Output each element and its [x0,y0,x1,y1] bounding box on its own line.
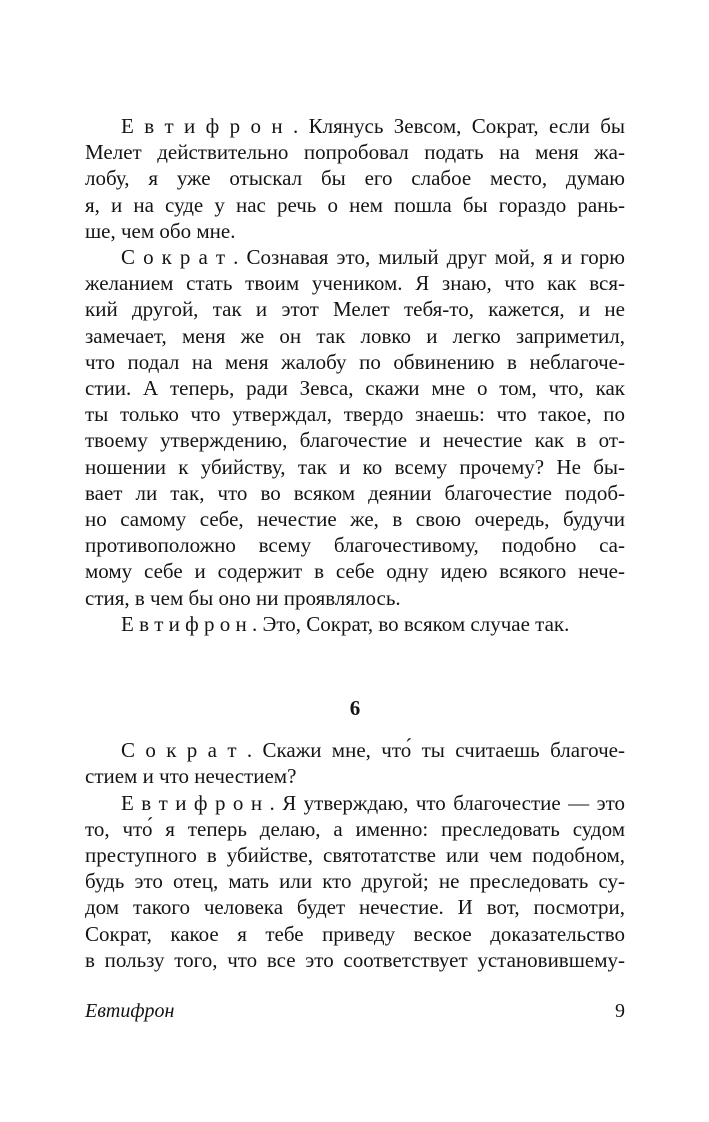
text-line: преступного в убийстве, святотатстве или чем подобном, [85,843,625,868]
paragraph [85,611,625,637]
section-number: 6 [349,696,361,721]
text-line: дом такого человека будет нечестие. И вот, посмотри, [85,895,625,920]
text-line: ты только что утверждал, твердо знаешь: что такое, по [85,402,625,427]
footer-page-number: 9 [615,1000,625,1022]
text-line: Сократ, какое я тебе приведу веское доказательство [85,921,625,946]
text-line: С о к р а т . Сознавая это, милый друг мой, я и горю [121,245,625,270]
footer-book-title: Евтифрон [85,1000,175,1022]
text-line: Е в т и ф р о н . Я утверждаю, что благочестие — это [121,790,625,815]
text-line: Е в т и ф р о н . Клянусь Зевсом, Сократ, если бы [121,114,625,138]
text-line: ношении к убийству, так и ко всему прочему? Не бы- [85,454,625,479]
text-line: противоположно всему благочестивому, подобно са- [85,533,625,558]
page-footer [85,998,625,1024]
text-line: но самому себе, нечестие же, в свою очередь, будучи [85,507,625,532]
text-line: С о к р а т . Скажи мне, что́ ты считаешь благоче- [121,738,625,763]
text-line: мому себе и содержит в себе одну идею всякого нече- [85,559,625,584]
text-line: лобу, я уже отыскал бы его слабое место, думаю [85,166,625,191]
text-block [85,113,625,973]
text-line: твоему утверждению, благочестие и нечестие как в от- [85,428,625,453]
paragraph [85,737,625,789]
text-line: Мелет действительно попробовал подать на меня жа- [85,140,625,165]
text-line: замечает, меня же он так ловко и легко заприметил, [85,323,625,348]
text-line: стии. А теперь, ради Зевса, скажи мне о том, что, как [85,376,625,401]
text-line: ше, чем обо мне. [85,218,236,243]
text-line: желанием стать твоим учеником. Я знаю, что как вся- [85,271,625,296]
text-line: Е в т и ф р о н . Это, Сократ, во всяком случае так. [121,611,570,636]
text-line: я, и на суде у нас речь о нем пошла бы гораздо рань- [85,192,625,217]
text-line: кий другой, так и этот Мелет тебя-то, кажется, и не [85,297,625,322]
paragraph [85,790,625,973]
text-line: то, что́ я теперь делаю, а именно: преследовать судом [85,816,625,841]
text-line: вает ли так, что во всяком деянии благочестие подоб- [85,480,625,505]
paragraph [85,244,625,611]
text-line: в пользу того, что все это соответствует установившему- [85,947,625,972]
text-line: стием и что нечестием? [85,764,297,789]
text-line: стия, в чем бы оно ни проявлялось. [85,585,401,610]
text-line: что подал на меня жалобу по обвинению в неблагоче- [85,349,625,374]
text-line: будь это отец, мать или кто другой; не преследовать су- [85,869,625,894]
paragraph [85,113,625,244]
